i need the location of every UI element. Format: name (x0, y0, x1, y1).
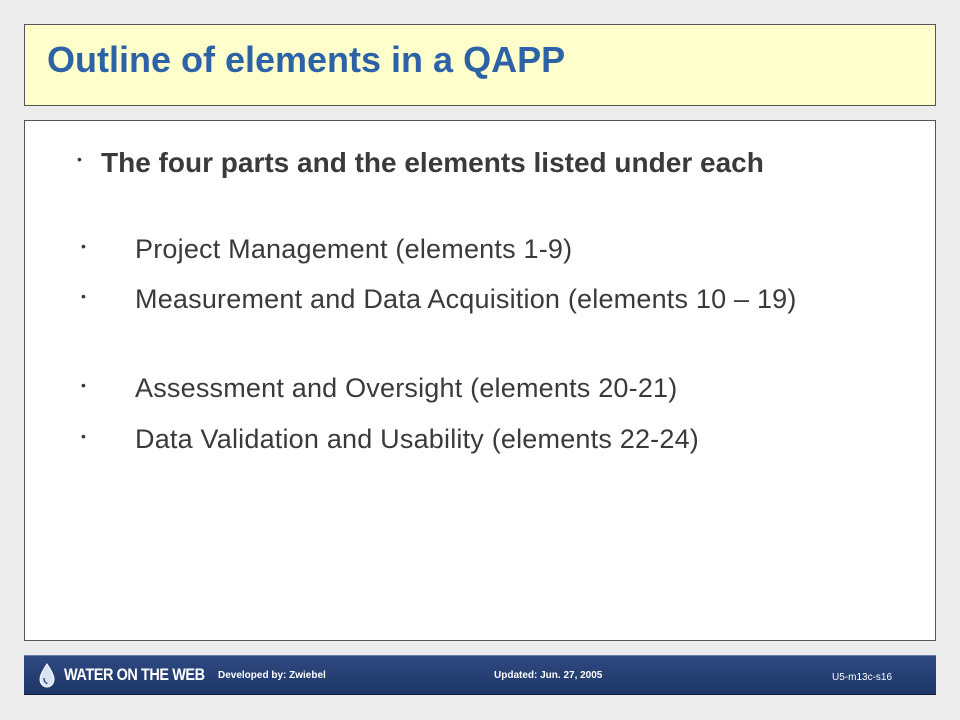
bullet-icon: • (81, 428, 86, 444)
bullet-icon: • (77, 151, 82, 167)
sub-bullet-data-validation (81, 422, 921, 457)
main-bullet-text: The four parts and the elements listed under each (101, 147, 764, 178)
sub-bullet-text: Assessment and Oversight (elements 20-21) (135, 373, 678, 403)
bullet-icon: • (81, 288, 86, 304)
slide-title: Outline of elements in a QAPP (47, 39, 566, 80)
updated-date-text: Updated: Jun. 27, 2005 (494, 670, 603, 681)
logo-text: WATER ON THE WEB (64, 665, 205, 684)
title-panel (24, 24, 936, 106)
bullet-icon: • (81, 377, 86, 393)
bullet-icon: • (81, 238, 86, 254)
slide-code: U5-m13c-s16 (832, 672, 893, 683)
sub-bullet-measurement (81, 282, 921, 317)
developed-by-text: Developed by: Zwiebel (218, 670, 326, 681)
main-bullet (77, 145, 877, 181)
sub-bullet-text: Measurement and Data Acquisition (elements 10 – 19) (135, 284, 797, 314)
footer-bar (24, 655, 936, 695)
sub-bullet-project-management (81, 232, 921, 267)
sub-bullet-text: Data Validation and Usability (elements 22-24) (135, 424, 699, 454)
sub-bullet-assessment (81, 371, 921, 406)
content-panel (24, 120, 936, 641)
water-drop-icon (36, 662, 58, 690)
sub-bullet-text: Project Management (elements 1-9) (135, 234, 573, 264)
